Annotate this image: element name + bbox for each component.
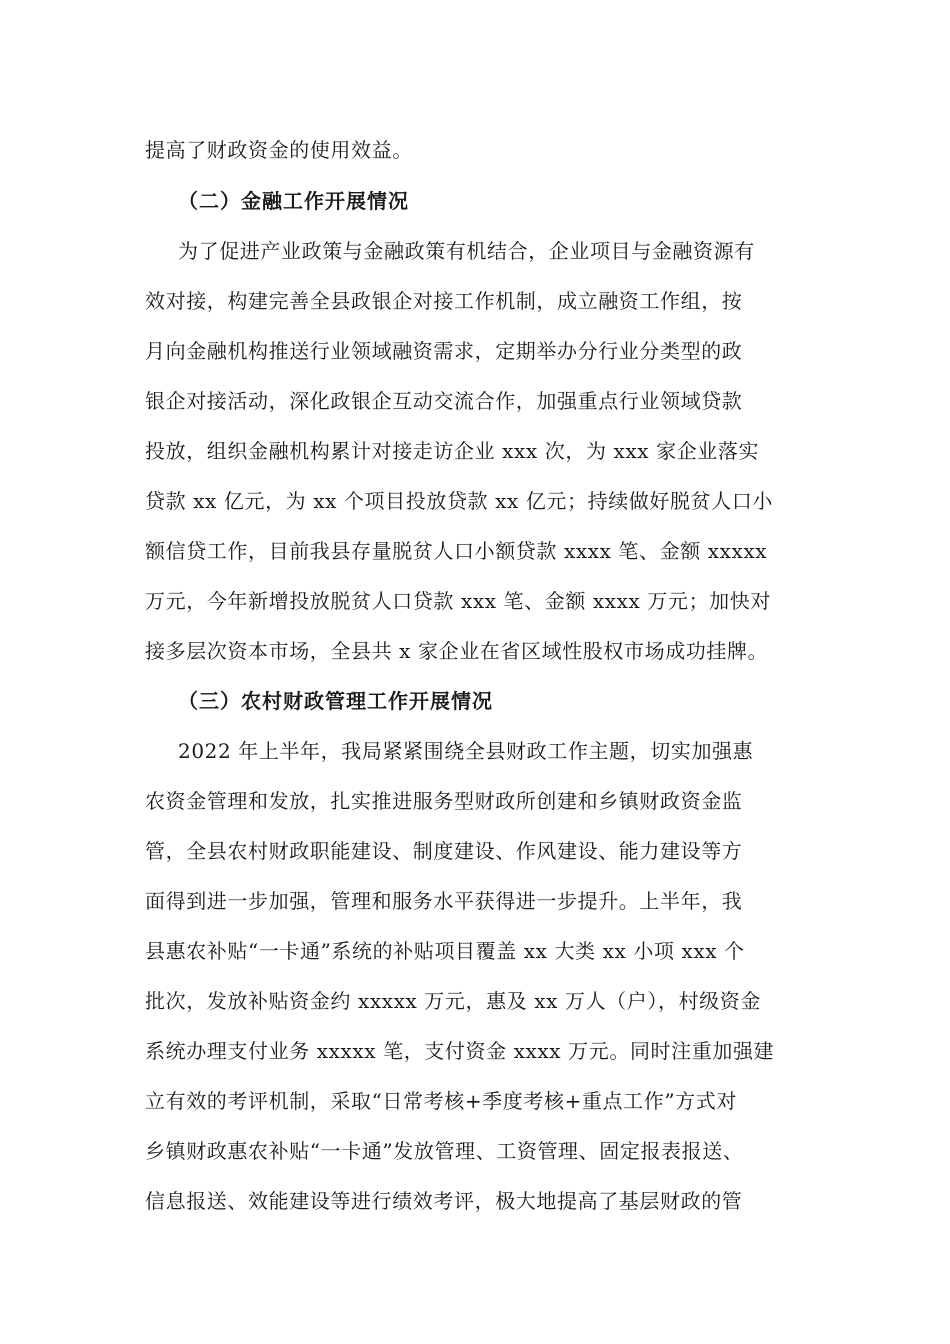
- paragraph-line: 2022 年上半年，我局紧紧围绕全县财政工作主题，切实加强惠: [178, 739, 754, 763]
- paragraph-line: 信息报送、效能建设等进行绩效考评，极大地提高了基层财政的管: [145, 1189, 743, 1213]
- paragraph-line: 系统办理支付业务 xxxxx 笔，支付资金 xxxx 万元。同时注重加强建: [145, 1039, 775, 1063]
- paragraph-line: 银企对接活动，深化政银企互动交流合作，加强重点行业领域贷款: [145, 389, 743, 413]
- paragraph-line: 立有效的考评机制，采取“日常考核+季度考核+重点工作”方式对: [145, 1089, 737, 1113]
- paragraph-line: 接多层次资本市场，全县共 x 家企业在省区域性股权市场成功挂牌。: [145, 639, 769, 663]
- paragraph-line: 效对接，构建完善全县政银企对接工作机制，成立融资工作组，按: [145, 289, 743, 313]
- paragraph-line: 农资金管理和发放，扎实推进服务型财政所创建和乡镇财政资金监: [145, 789, 743, 813]
- paragraph-line: 县惠农补贴“一卡通”系统的补贴项目覆盖 xx 大类 xx 小项 xxx 个: [145, 939, 745, 963]
- paragraph-line: 批次，发放补贴资金约 xxxxx 万元，惠及 xx 万人（户），村级资金: [145, 989, 761, 1013]
- section-heading-finance: （二）金融工作开展情况: [178, 189, 409, 213]
- paragraph-line: 管，全县农村财政职能建设、制度建设、作风建设、能力建设等方: [145, 839, 743, 863]
- section-heading-rural-finance: （三）农村财政管理工作开展情况: [178, 689, 493, 713]
- paragraph-line: 万元，今年新增投放脱贫人口贷款 xxx 笔、金额 xxxx 万元；加快对: [145, 589, 771, 613]
- paragraph-line: 月向金融机构推送行业领域融资需求，定期举办分行业分类型的政: [145, 339, 743, 363]
- paragraph-line: 为了促进产业政策与金融政策有机结合，企业项目与金融资源有: [178, 239, 755, 263]
- paragraph-line: 投放，组织金融机构累计对接走访企业 xxx 次，为 xxx 家企业落实: [145, 439, 760, 463]
- paragraph-line: 额信贷工作，目前我县存量脱贫人口小额贷款 xxxx 笔、金额 xxxxx: [145, 539, 768, 563]
- paragraph-line: 乡镇财政惠农补贴“一卡通”发放管理、工资管理、固定报表报送、: [145, 1139, 744, 1163]
- paragraph-line: 贷款 xx 亿元，为 xx 个项目投放贷款 xx 亿元；持续做好脱贫人口小: [145, 489, 774, 513]
- paragraph-line: 提高了财政资金的使用效益。: [145, 138, 413, 162]
- paragraph-line: 面得到进一步加强，管理和服务水平获得进一步提升。上半年，我: [145, 889, 743, 913]
